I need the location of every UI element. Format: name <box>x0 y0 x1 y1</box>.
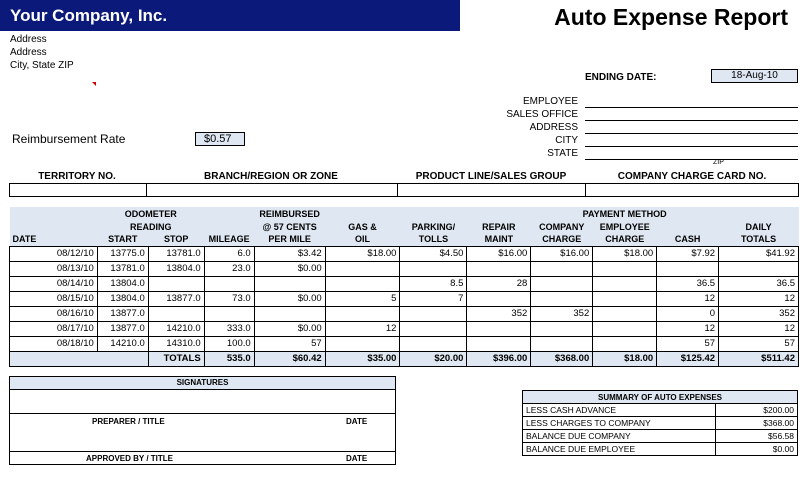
summary-value[interactable]: $0.00 <box>716 443 798 456</box>
cell-employee-charge[interactable]: $18.00 <box>593 246 657 261</box>
daily-header: DAILY <box>719 220 799 233</box>
total-tolls: $20.00 <box>400 351 467 366</box>
total-per-mile: $60.42 <box>254 351 325 366</box>
cell-tolls[interactable]: $4.50 <box>400 246 467 261</box>
charge-card-header: COMPANY CHARGE CARD NO. <box>617 171 767 182</box>
odometer-header: ODOMETER <box>97 207 204 220</box>
cell-stop[interactable] <box>148 306 204 321</box>
approved-label: APPROVED BY / TITLE <box>86 454 173 463</box>
cell-per-mile[interactable] <box>254 276 325 291</box>
employee-label: EMPLOYEE <box>522 96 578 107</box>
charge-card-field[interactable] <box>586 184 799 197</box>
col-header-start: START <box>97 233 148 246</box>
table-row <box>10 291 799 306</box>
table-row <box>10 261 799 276</box>
cell-stop[interactable]: 14310.0 <box>148 336 204 351</box>
cell-totals[interactable]: $41.92 <box>719 246 799 261</box>
info-fields-row <box>9 183 799 197</box>
summary-row <box>523 417 798 430</box>
cell-cash[interactable]: 36.5 <box>657 276 719 291</box>
summary-label: LESS CHARGES TO COMPANY <box>523 417 716 430</box>
cell-maint[interactable] <box>467 336 531 351</box>
cell-per-mile[interactable]: $3.42 <box>254 246 325 261</box>
cell-maint[interactable] <box>467 261 531 276</box>
report-title: Auto Expense Report <box>554 4 788 30</box>
cell-company-charge[interactable]: $16.00 <box>531 246 593 261</box>
product-line-header: PRODUCT LINE/SALES GROUP <box>415 171 567 182</box>
ending-date-label: ENDING DATE: <box>585 72 657 83</box>
cell-date[interactable]: 08/14/10 <box>10 276 98 291</box>
cell-date[interactable]: 08/16/10 <box>10 306 98 321</box>
parking-header: PARKING/ <box>400 220 467 233</box>
summary-table <box>522 390 798 456</box>
cell-cash[interactable] <box>657 261 719 276</box>
totals-row <box>10 351 799 366</box>
address-field[interactable] <box>585 133 798 134</box>
cell-totals[interactable]: 12 <box>719 321 799 336</box>
cell-company-charge[interactable] <box>531 276 593 291</box>
employee-charge-header: EMPLOYEE <box>593 220 657 233</box>
expense-table <box>9 207 799 367</box>
summary-label: LESS CASH ADVANCE <box>523 404 716 417</box>
col-header-date: DATE <box>10 233 98 246</box>
cell-oil[interactable]: 12 <box>325 321 400 336</box>
summary-value[interactable]: $56.58 <box>716 430 798 443</box>
cell-stop[interactable]: 13877.0 <box>148 291 204 306</box>
cell-totals[interactable] <box>719 261 799 276</box>
sales-office-label: SALES OFFICE <box>506 109 578 120</box>
totals-spacer <box>10 351 149 366</box>
cell-stop[interactable]: 13804.0 <box>148 261 204 276</box>
ending-date-field[interactable]: 18-Aug-10 <box>711 69 798 83</box>
cell-company-charge[interactable] <box>531 336 593 351</box>
city-label: CITY <box>555 135 578 146</box>
table-row <box>10 321 799 336</box>
total-employee-charge: $18.00 <box>593 351 657 366</box>
gas-header: GAS & <box>325 220 400 233</box>
cell-maint[interactable]: 352 <box>467 306 531 321</box>
table-row <box>10 246 799 261</box>
branch-field[interactable] <box>146 184 397 197</box>
cell-totals[interactable]: 57 <box>719 336 799 351</box>
total-oil: $35.00 <box>325 351 400 366</box>
date-label-1: DATE <box>346 417 368 426</box>
cell-date[interactable]: 08/18/10 <box>10 336 98 351</box>
cell-oil[interactable]: $18.00 <box>325 246 400 261</box>
company-name: Your Company, Inc. <box>0 0 460 31</box>
cell-tolls[interactable] <box>400 336 467 351</box>
total-maint: $396.00 <box>467 351 531 366</box>
city-field[interactable] <box>585 146 798 147</box>
table-row <box>10 306 799 321</box>
table-row <box>10 276 799 291</box>
cell-per-mile[interactable]: 57 <box>254 336 325 351</box>
header-row-2 <box>10 220 799 233</box>
cell-cash[interactable]: $7.92 <box>657 246 719 261</box>
sales-office-field[interactable] <box>585 120 798 121</box>
cell-company-charge[interactable] <box>531 291 593 306</box>
total-cash: $125.42 <box>657 351 719 366</box>
cell-oil[interactable] <box>325 276 400 291</box>
cell-cash[interactable]: 57 <box>657 336 719 351</box>
summary-value[interactable]: $200.00 <box>716 404 798 417</box>
col-header-oil: OIL <box>325 233 400 246</box>
cell-date[interactable]: 08/15/10 <box>10 291 98 306</box>
summary-row <box>523 430 798 443</box>
payment-method-header: PAYMENT METHOD <box>531 207 719 220</box>
cell-oil[interactable] <box>325 336 400 351</box>
cell-mileage[interactable] <box>204 276 254 291</box>
summary-row <box>523 443 798 456</box>
total-mileage: 535.0 <box>204 351 254 366</box>
cell-stop[interactable] <box>148 276 204 291</box>
summary-label: BALANCE DUE EMPLOYEE <box>523 443 716 456</box>
header-row-3 <box>10 233 799 246</box>
summary-label: BALANCE DUE COMPANY <box>523 430 716 443</box>
cell-mileage[interactable]: 23.0 <box>204 261 254 276</box>
cell-maint[interactable]: $16.00 <box>467 246 531 261</box>
cell-oil[interactable] <box>325 261 400 276</box>
territory-header: TERRITORY NO. <box>38 171 116 182</box>
product-line-field[interactable] <box>397 184 586 197</box>
cell-maint[interactable]: 28 <box>467 276 531 291</box>
cell-tolls[interactable] <box>400 306 467 321</box>
cell-totals[interactable]: 36.5 <box>719 276 799 291</box>
col-header-cash: CASH <box>657 233 719 246</box>
cell-mileage[interactable]: 333.0 <box>204 321 254 336</box>
cell-per-mile[interactable]: $0.00 <box>254 321 325 336</box>
col-header-per-mile: PER MILE <box>254 233 325 246</box>
col-header-mileage: MILEAGE <box>204 233 254 246</box>
cell-per-mile[interactable] <box>254 306 325 321</box>
address-line-1: Address <box>10 34 47 45</box>
cell-date[interactable]: 08/17/10 <box>10 321 98 336</box>
zip-label: ZIP <box>713 159 724 166</box>
preparer-line[interactable] <box>10 413 396 414</box>
cents-header: @ 57 CENTS <box>254 220 325 233</box>
col-header-stop: STOP <box>148 233 204 246</box>
cell-employee-charge[interactable] <box>593 336 657 351</box>
cell-mileage[interactable]: 73.0 <box>204 291 254 306</box>
reading-header: READING <box>97 220 204 233</box>
table-row <box>10 336 799 351</box>
cell-employee-charge[interactable] <box>593 291 657 306</box>
col-header-company-charge: CHARGE <box>531 233 593 246</box>
repair-header: REPAIR <box>467 220 531 233</box>
totals-label: TOTALS <box>148 351 204 366</box>
city-state-zip: City, State ZIP <box>10 60 74 71</box>
comment-marker-icon <box>92 82 96 86</box>
cell-per-mile[interactable]: $0.00 <box>254 261 325 276</box>
cell-totals[interactable]: 352 <box>719 306 799 321</box>
reimbursement-rate-label: Reimbursement Rate <box>12 132 126 146</box>
summary-title: SUMMARY OF AUTO EXPENSES <box>523 391 798 404</box>
signatures-box <box>9 376 396 465</box>
cell-mileage[interactable]: 6.0 <box>204 246 254 261</box>
approved-line[interactable] <box>10 451 396 452</box>
col-header-maint: MAINT <box>467 233 531 246</box>
cell-mileage[interactable]: 100.0 <box>204 336 254 351</box>
cell-employee-charge[interactable] <box>593 306 657 321</box>
reimbursement-rate-field[interactable]: $0.57 <box>195 132 245 146</box>
cell-cash[interactable]: 0 <box>657 306 719 321</box>
cell-stop[interactable]: 13781.0 <box>148 246 204 261</box>
cell-company-charge[interactable]: 352 <box>531 306 593 321</box>
summary-value[interactable]: $368.00 <box>716 417 798 430</box>
col-header-employee-charge: CHARGE <box>593 233 657 246</box>
cell-company-charge[interactable] <box>531 261 593 276</box>
cell-date[interactable]: 08/13/10 <box>10 261 98 276</box>
address-line-2: Address <box>10 47 47 58</box>
cell-stop[interactable]: 14210.0 <box>148 321 204 336</box>
company-charge-header: COMPANY <box>531 220 593 233</box>
cell-tolls[interactable]: 7 <box>400 291 467 306</box>
cell-start[interactable]: 13877.0 <box>97 321 148 336</box>
col-header-tolls: TOLLS <box>400 233 467 246</box>
employee-field[interactable] <box>585 107 798 108</box>
date-label-2: DATE <box>346 454 368 463</box>
cell-start[interactable]: 13775.0 <box>97 246 148 261</box>
cell-company-charge[interactable] <box>531 321 593 336</box>
preparer-label: PREPARER / TITLE <box>92 417 165 426</box>
state-field[interactable] <box>585 159 798 160</box>
cell-tolls[interactable] <box>400 321 467 336</box>
cell-start[interactable]: 13781.0 <box>97 261 148 276</box>
cell-employee-charge[interactable] <box>593 276 657 291</box>
cell-maint[interactable] <box>467 291 531 306</box>
cell-totals[interactable]: 12 <box>719 291 799 306</box>
territory-field[interactable] <box>10 184 147 197</box>
cell-employee-charge[interactable] <box>593 261 657 276</box>
cell-per-mile[interactable]: $0.00 <box>254 291 325 306</box>
cell-oil[interactable]: 5 <box>325 291 400 306</box>
cell-cash[interactable]: 12 <box>657 321 719 336</box>
state-label: STATE <box>547 148 578 159</box>
cell-maint[interactable] <box>467 321 531 336</box>
cell-tolls[interactable]: 8.5 <box>400 276 467 291</box>
cell-oil[interactable] <box>325 306 400 321</box>
cell-start[interactable]: 13804.0 <box>97 291 148 306</box>
address-label: ADDRESS <box>529 122 578 133</box>
cell-employee-charge[interactable] <box>593 321 657 336</box>
total-totals: $511.42 <box>719 351 799 366</box>
cell-date[interactable]: 08/12/10 <box>10 246 98 261</box>
total-company-charge: $368.00 <box>531 351 593 366</box>
cell-cash[interactable]: 12 <box>657 291 719 306</box>
summary-row <box>523 404 798 417</box>
cell-tolls[interactable] <box>400 261 467 276</box>
cell-start[interactable]: 13877.0 <box>97 306 148 321</box>
cell-start[interactable]: 14210.0 <box>97 336 148 351</box>
cell-mileage[interactable] <box>204 306 254 321</box>
header-row-1 <box>10 207 799 220</box>
signatures-title: SIGNATURES <box>10 377 395 390</box>
col-header-totals: TOTALS <box>719 233 799 246</box>
reimbursed-header: REIMBURSED <box>254 207 325 220</box>
branch-header: BRANCH/REGION OR ZONE <box>204 171 338 182</box>
cell-start[interactable]: 13804.0 <box>97 276 148 291</box>
